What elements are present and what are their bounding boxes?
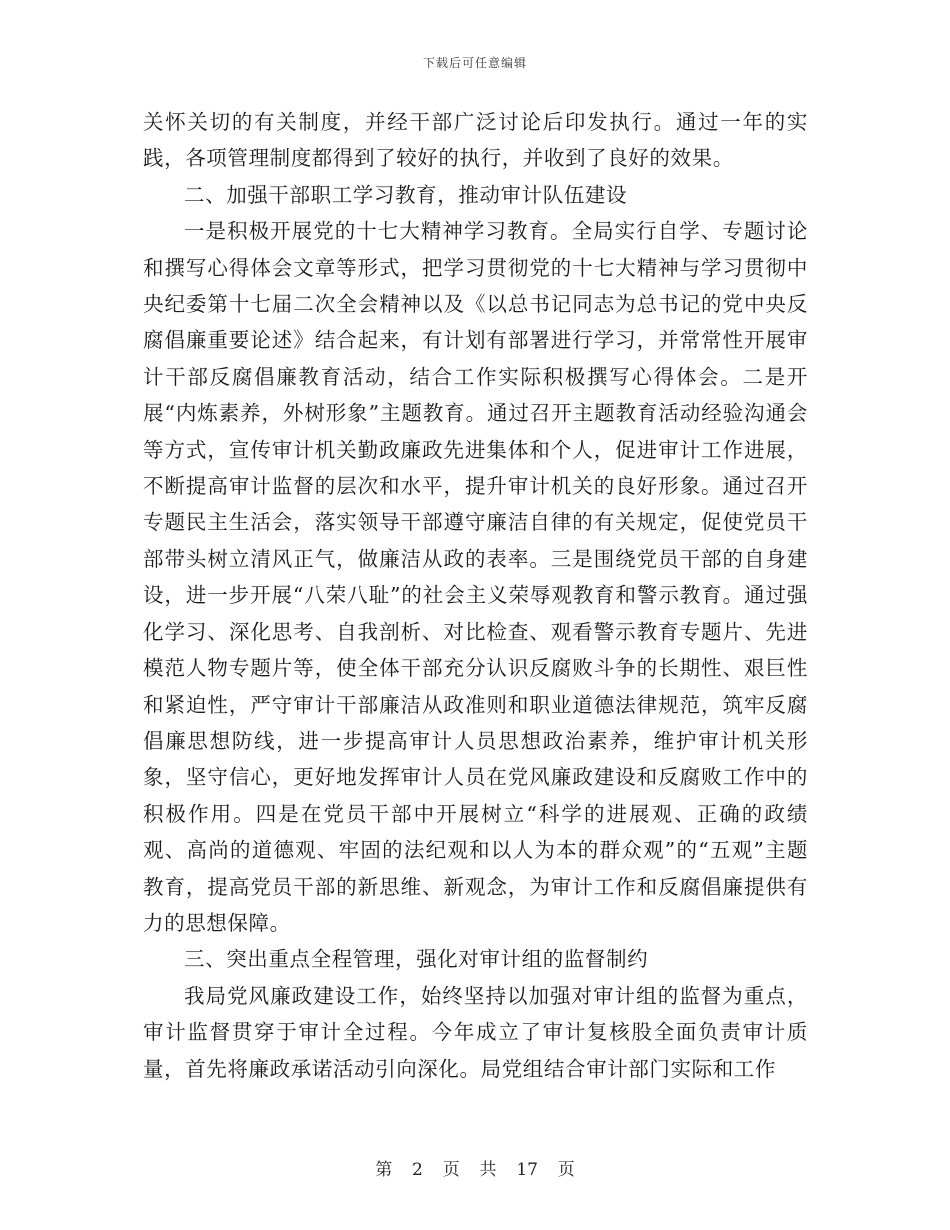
- footer-label-total-suffix: 页: [557, 1160, 575, 1180]
- footer-label-total-prefix: 共: [479, 1160, 497, 1180]
- page-footer: [0, 1155, 950, 1180]
- paragraph-5: 我局党风廉政建设工作，始终坚持以加强对审计组的监督为重点，审计监督贯穿于审计全过程。今年成立了审计复核股全面负责审计质量，首先将廉政承诺活动引向深化。局党组结合审计部门实际和工作: [143, 983, 808, 1081]
- section-heading-2: 二、加强干部职工学习教育，推动审计队伍建设: [184, 182, 628, 207]
- paragraph-3: 一是积极开展党的十七大精神学习教育。全局实行自学、专题讨论和撰写心得体会文章等形式，把学习贯彻党的十七大精神与学习贯彻中央纪委第十七届二次全会精神以及《以总书记同志为总书记的党中央反腐倡廉重要论述》结合起来，有计划有部署进行学习，并常常性开展审计干部反腐倡廉教育活动，结合工作实际积极撰写心得体会。二是开展“内炼素养，外树形象”主题教育。通过召开主题教育活动经验沟通会等方式，宣传审计机关勤政廉政先进集体和个人，促进审计工作进展，不断提高审计监督的层次和水平，提升审计机关的良好形象。通过召开专题民主生活会，落实领导干部遵守廉洁自律的有关规定，促使党员干部带头树立清风正气，做廉洁从政的表率。三是围绕党员干部的自身建设，进一步开展“八荣八耻”的社会主义荣辱观教育和警示教育。通过强化学习、深化思考、自我剖析、对比检查、观看警示教育专题片、先进模范人物专题片等，使全体干部充分认识反腐败斗争的长期性、艰巨性和紧迫性，严守审计干部廉洁从政准则和职业道德法律规范，筑牢反腐倡廉思想防线，进一步提高审计人员思想政治素养，维护审计机关形象，坚守信心，更好地发挥审计人员在党风廉政建设和反腐败工作中的积极作用。四是在党员干部中开展树立“科学的进展观、正确的政绩观、高尚的道德观、牢固的法纪观和以人为本的群众观”的“五观”主题教育，提高党员干部的新思维、新观念，为审计工作和反腐倡廉提供有力的思想保障。: [143, 219, 808, 935]
- current-page-number: 2: [412, 1160, 423, 1180]
- header-note: 下载后可任意编辑: [422, 56, 527, 70]
- total-pages-number: 17: [516, 1160, 538, 1180]
- section-heading-3: 三、突出重点全程管理，强化对审计组的监督制约: [184, 947, 649, 972]
- document-body: [143, 104, 808, 1087]
- footer-label-prefix: 第: [375, 1160, 393, 1180]
- paragraph-1: 关怀关切的有关制度，并经干部广泛讨论后印发执行。通过一年的实践，各项管理制度都得到了较好的执行，并收到了良好的效果。: [143, 110, 808, 171]
- footer-label-page: 页: [442, 1160, 460, 1180]
